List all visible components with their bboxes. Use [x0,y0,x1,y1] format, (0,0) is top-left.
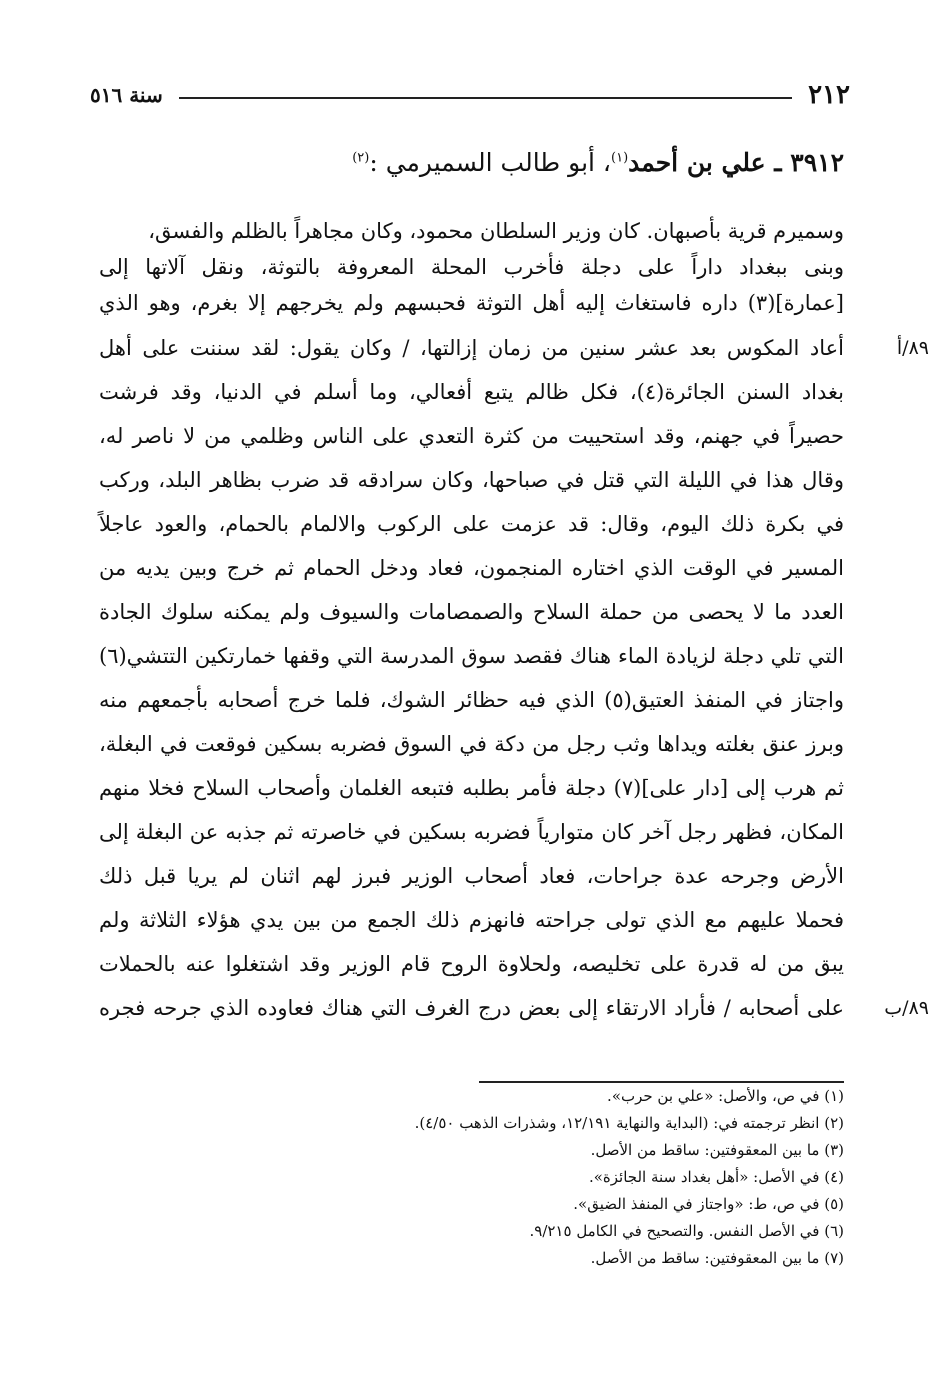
body-line: المكان، فظهر رجل آخر كان متوارياً فضربه بسكين في خاصرته ثم جذبه عن البغلة إلى [99,820,844,844]
running-header [90,78,850,112]
body-line: الأرض وجرحه عدة جراحات، فعاد أصحاب الوزير فبرز لهم اثنان لم يريا قبل ذلك [99,864,844,888]
body-line: حصيراً في جهنم، وقد استحييت من كثرة التعدي على الناس وظلمي من لا ناصر له، [99,424,844,448]
entry-heading-rest: ، أبو طالب السميرمي : [369,148,611,177]
entry-number-name: ٣٩١٢ ـ علي بن أحمد [628,148,844,177]
body-line: يبق من له قدرة على تخليصه، ولحلاوة الروح قام الوزير وقد اشتغلوا عنه بالحملات [99,952,844,976]
body-line: في بكرة ذلك اليوم، وقال: قد عزمت على الركوب والالمام بالحمام، والعود عاجلاً [99,512,844,536]
page-number: ٢١٢ [808,80,850,110]
footnote: (٥) في ص، ط: «واجتاز في المنفذ الضيق». [573,1195,844,1213]
footnote-ref-2: (٢) [352,150,370,166]
body-line: المسير في الوقت الذي اختاره المنجمون، فعاد ودخل الحمام ثم خرج وبين يديه من [99,556,844,580]
margin-note-folio-b: ٨٩/ب [884,997,929,1019]
body-line: وقال هذا في الليلة التي قتل في صباحها، وكان سرادقه قد ضرب بظاهر البلد، وركب [99,468,844,492]
footnote-rule [479,1081,844,1083]
body-line: وبنى ببغداد داراً على دجلة فأخرب المحلة المعروفة بالتوثة، ونقل آلاتها إلى [99,255,844,279]
header-rule [179,97,792,99]
year-label: سنة ٥١٦ [90,83,163,107]
body-line: وسميرم قرية بأصبهان. كان وزير السلطان محمود، وكان مجاهراً بالظلم والفسق، [148,219,844,243]
body-line: على أصحابه / فأراد الارتقاء إلى بعض درج الغرف التي هناك فعاوده الذي جرحه فجره [99,996,844,1020]
footnote: (٦) في الأصل النفس. والتصحيح في الكامل ٩/٢١٥. [529,1222,844,1240]
footnote-ref-1: (١) [611,150,629,166]
body-line: التي تلي دجلة لزيادة الماء هناك فقصد سوق المدرسة التي وقفها خمارتكين التتشي(٦) [99,644,844,668]
footnote: (٢) انظر ترجمته في: (البداية والنهاية ١٢/١٩١، وشذرات الذهب ٤/٥٠). [414,1114,844,1132]
body-line: بغداد السنن الجائرة(٤)، فكل ظالم يتبع أفعالي، وما أسلم في الدنيا، وقد فرشت [99,380,845,404]
body-line: وبرز عنق بغلته ويداها وثب رجل من دكة في السوق فضربه بسكين فوقعت في البغلة، [99,732,844,756]
footnote: (٧) ما بين المعقوفتين: ساقط من الأصل. [590,1249,844,1267]
body-line: واجتاز في المنفذ العتيق(٥) الذي فيه حظائر الشوك، فلما خرج أصحابه بأجمعهم منه [99,688,844,712]
footnote: (٤) في الأصل: «أهل بغداد سنة الجائزة». [588,1168,844,1186]
body-line: العدد ما لا يحصى من حملة السلاح والصمصامات والسيوف ولم يمكنه سلوك الجادة [99,600,844,624]
margin-note-folio-a: ٨٩/أ [896,337,929,359]
body-line: فحملا عليهم مع الذي تولى جراحته فانهزم ذلك الجمع من بين يدي هؤلاء الثلاثة ولم [99,908,844,932]
body-line: [عمارة](٣) داره فاستغاث إليه أهل التوثة فحبسهم ولم يخرجهم إلا بغرم، وهو الذي [99,291,844,315]
entry-heading [84,148,844,177]
body-line: أعاد المكوس بعد عشر سنين من زمان إزالتها، / وكان يقول: لقد سننت على أهل [99,336,844,360]
footnote: (١) في ص، والأصل: «علي بن حرب». [607,1087,844,1105]
body-line: ثم هرب إلى [دار على](٧) دجلة فأمر بطلبه فتبعه الغلمان وأصحاب السلاح فخلا منهم [99,776,844,800]
footnote: (٣) ما بين المعقوفتين: ساقط من الأصل. [590,1141,844,1159]
